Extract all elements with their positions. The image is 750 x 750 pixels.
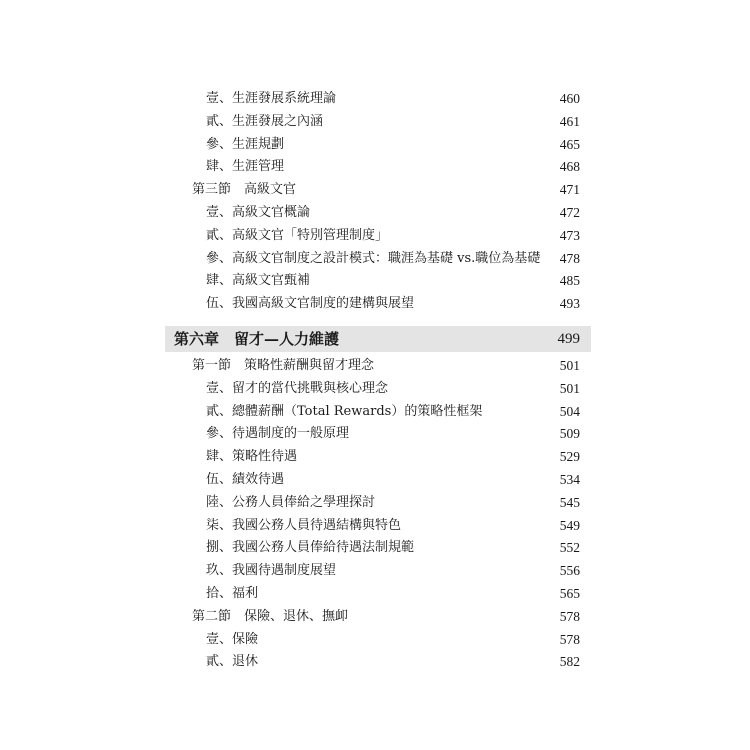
toc-entry-page-number: 501 (559, 380, 580, 396)
chapter-heading (165, 326, 591, 352)
toc-entry-row (165, 515, 591, 538)
chapter-page-number: 499 (557, 330, 580, 347)
toc-entry-page-number: 529 (559, 449, 580, 465)
toc-entry-page-number: 493 (559, 296, 580, 312)
toc-entry-title: 肆、策略性待遇 (206, 449, 298, 465)
toc-entry-row (165, 248, 591, 271)
toc-entry-row (165, 134, 591, 157)
toc-entry-title: 伍、績效待遇 (206, 471, 285, 487)
toc-entry-page-number: 473 (559, 227, 580, 243)
toc-entry-row (165, 293, 591, 316)
toc-entry-title: 第一節 策略性薪酬與留才理念 (192, 357, 375, 373)
toc-entry-title: 貳、總體薪酬（Total Rewards）的策略性框架 (206, 403, 483, 419)
toc-entry-page-number: 509 (559, 426, 580, 442)
toc-entry-row (165, 492, 591, 515)
toc-entry-title: 參、生涯規劃 (206, 136, 285, 152)
toc-entry-page-number: 578 (559, 631, 580, 647)
toc-entry-page-number: 461 (559, 113, 580, 129)
toc-entry-title: 壹、生涯發展系統理論 (206, 91, 337, 106)
toc-section-row (165, 355, 591, 378)
toc-entry-title: 伍、我國高級文官制度的建構與展望 (206, 296, 415, 312)
toc-entry-title: 貳、高級文官「特別管理制度」 (206, 227, 389, 243)
toc-entry-page-number: 472 (559, 204, 580, 220)
toc-entry-page-number: 504 (559, 403, 580, 419)
toc-entry-title: 壹、保險 (206, 631, 259, 647)
chapter-title: 第六章 留才—人力維護 (174, 329, 340, 348)
toc-entry-row (165, 651, 591, 674)
toc-entry-row (165, 156, 591, 179)
toc-entry-page-number: 534 (559, 471, 580, 487)
toc-entry-row (165, 378, 591, 401)
toc-entry-title: 捌、我國公務人員俸給待遇法制規範 (206, 540, 415, 556)
toc-section-row (165, 179, 591, 202)
toc-section-row (165, 606, 591, 629)
toc-entry-title: 柒、我國公務人員待遇結構與特色 (206, 517, 402, 533)
toc-entry-title: 參、待遇制度的一般原理 (206, 426, 350, 442)
toc-entry-page-number: 582 (559, 654, 580, 670)
toc-entry-title: 壹、留才的當代挑戰與核心理念 (206, 380, 389, 396)
toc-entry-row (165, 469, 591, 492)
toc-entry-page-number: 552 (559, 540, 580, 556)
toc-entry-page-number: 471 (559, 182, 580, 198)
toc-entry-row (165, 225, 591, 248)
toc-entry-page-number: 545 (559, 494, 580, 510)
toc-entry-row (165, 401, 591, 424)
toc-entry-row (165, 270, 591, 293)
toc-entry-page-number: 485 (559, 273, 580, 289)
toc-entry-row (165, 583, 591, 606)
toc-entry-row (165, 111, 591, 134)
toc-entry-title: 肆、高級文官甄補 (206, 273, 311, 289)
toc-entry-page-number: 556 (559, 563, 580, 579)
toc-entry-row (165, 88, 591, 111)
toc-entry-title: 壹、高級文官概論 (206, 204, 311, 220)
toc-entry-row (165, 629, 591, 652)
toc-entry-title: 陸、公務人員俸給之學理探討 (206, 494, 376, 510)
toc-entry-title: 玖、我國待遇制度展望 (206, 563, 337, 579)
toc-entry-row (165, 560, 591, 583)
toc-entry-title: 第三節 高級文官 (192, 182, 297, 198)
toc-entry-title: 拾、福利 (206, 585, 259, 601)
toc-entry-title: 貳、退休 (206, 654, 259, 670)
toc-entry-page-number: 465 (559, 136, 580, 152)
toc-entry-page-number: 565 (559, 585, 580, 601)
toc-entry-page-number: 578 (559, 608, 580, 624)
toc-group-after-chapter (165, 355, 591, 674)
toc-entry-row (165, 446, 591, 469)
toc-entry-title: 第二節 保險、退休、撫卹 (192, 608, 349, 624)
toc-entry-row (165, 202, 591, 225)
toc-group-before-chapter (165, 88, 591, 316)
toc-entry-page-number: 501 (559, 357, 580, 373)
toc-entry-title: 貳、生涯發展之內涵 (206, 113, 324, 129)
toc-entry-page-number: 468 (559, 159, 580, 175)
toc-entry-title: 肆、生涯管理 (206, 159, 285, 175)
toc-entry-page-number: 460 (559, 91, 580, 106)
toc-entry-page-number: 478 (559, 250, 580, 266)
toc-entry-title: 參、高級文官制度之設計模式：職涯為基礎 vs.職位為基礎 (206, 250, 541, 266)
toc-entry-row (165, 537, 591, 560)
toc-entry-row (165, 423, 591, 446)
toc-entry-page-number: 549 (559, 517, 580, 533)
table-of-contents (165, 88, 591, 674)
